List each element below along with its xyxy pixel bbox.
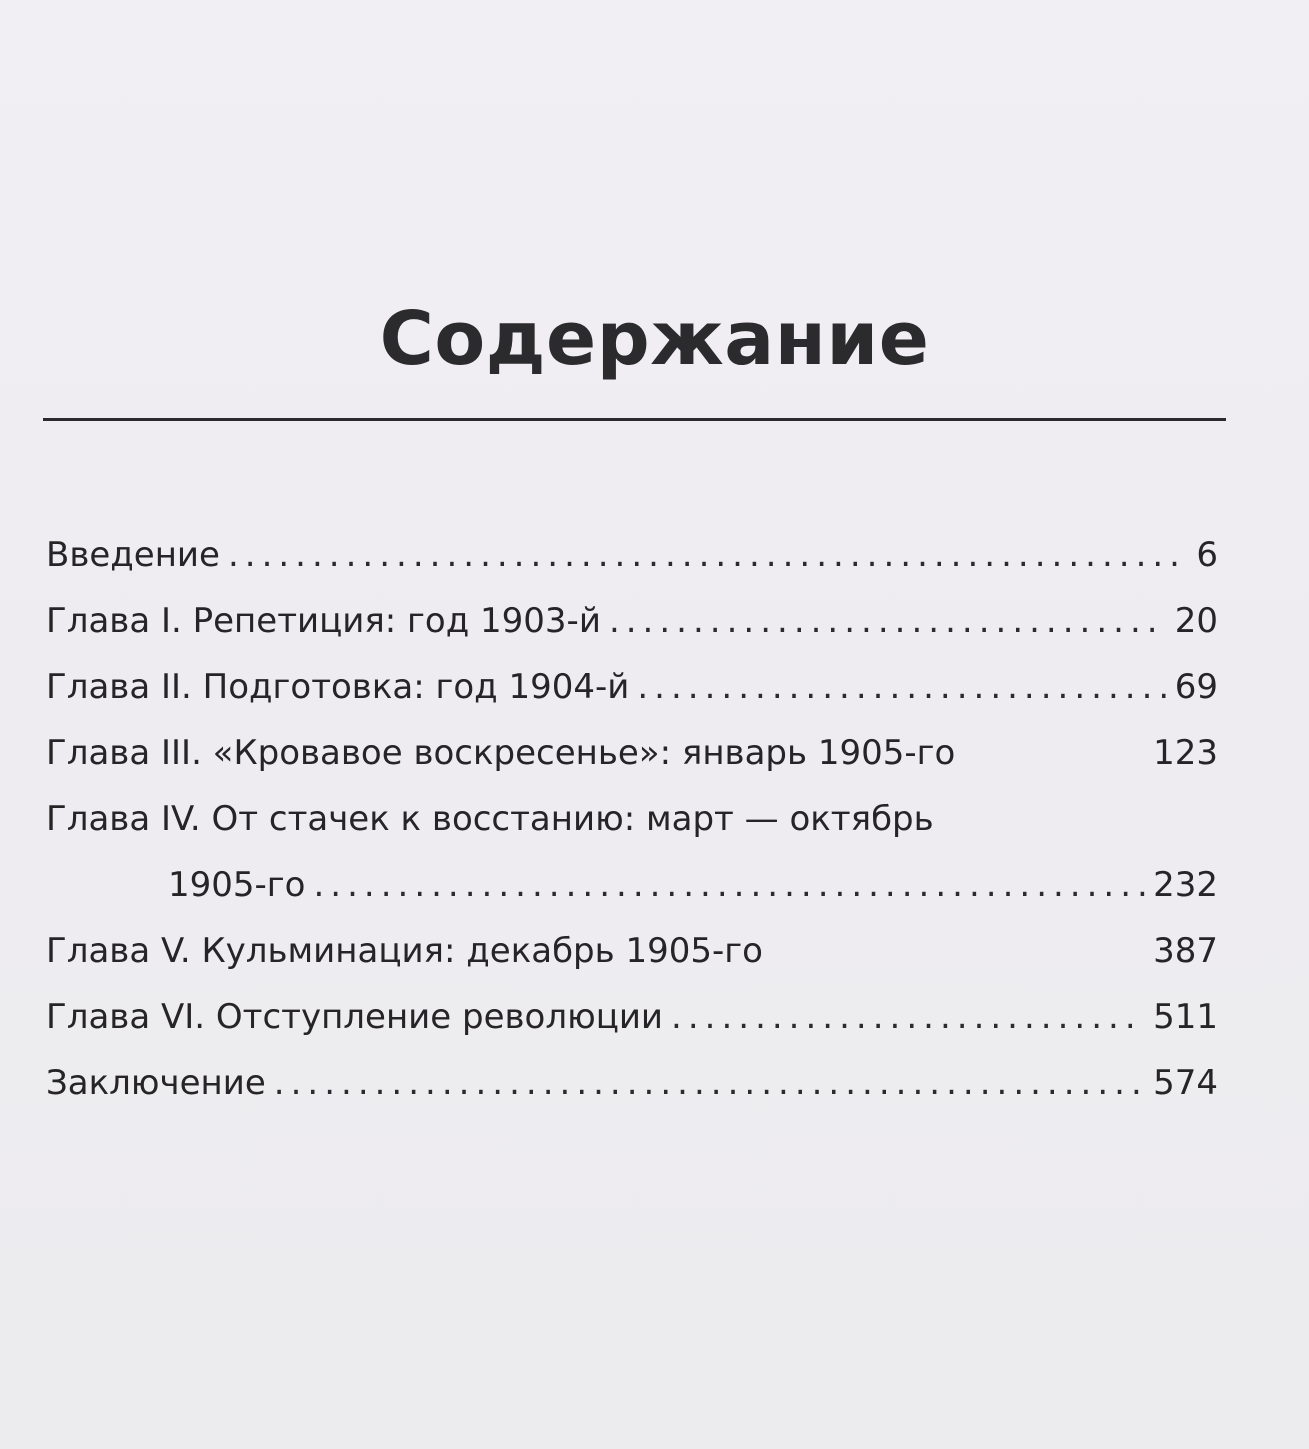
toc-entry-page: 69 <box>1174 667 1218 707</box>
page-title: Содержание <box>379 296 930 382</box>
dot-leader <box>313 852 1145 918</box>
dot-leader <box>671 984 1145 1050</box>
toc-entry-page: 6 <box>1196 535 1218 575</box>
toc-entry-conclusion[interactable] <box>46 1050 1218 1116</box>
toc-entry-label-cont: 1905-го <box>168 865 306 905</box>
toc-entry-page: 232 <box>1153 865 1218 905</box>
toc-entry-label: Глава III. «Кровавое воскресенье»: январь 1905-го <box>46 733 956 773</box>
toc-entry-page: 574 <box>1153 1063 1218 1103</box>
toc-entry-page: 387 <box>1153 931 1218 971</box>
toc-entry-label: Глава V. Кульминация: декабрь 1905-го <box>46 931 763 971</box>
toc-entry-introduction[interactable] <box>46 522 1218 588</box>
dot-leader <box>274 1050 1145 1116</box>
toc-entry-chapter-1[interactable] <box>46 588 1218 654</box>
title-divider <box>43 418 1226 421</box>
toc-entry-page: 511 <box>1153 997 1218 1037</box>
toc-entry-label: Глава VI. Отступление революции <box>46 997 664 1037</box>
toc-entry-page: 123 <box>1153 733 1218 773</box>
toc-entry-label: Заключение <box>46 1063 266 1103</box>
toc-entry-page: 20 <box>1174 601 1218 641</box>
toc-entry-chapter-6[interactable] <box>46 984 1218 1050</box>
dot-leader <box>609 588 1167 654</box>
dot-leader <box>637 654 1166 720</box>
table-of-contents <box>46 522 1218 1116</box>
toc-entry-label: Глава I. Репетиция: год 1903-й <box>46 601 601 641</box>
toc-entry-label: Глава II. Подготовка: год 1904-й <box>46 667 630 707</box>
toc-entry-label: Введение <box>46 535 220 575</box>
dot-leader <box>228 522 1188 588</box>
toc-entry-label: Глава IV. От стачек к восстанию: март — октябрь <box>46 799 934 839</box>
toc-entry-chapter-2[interactable] <box>46 654 1218 720</box>
toc-entry-chapter-4[interactable] <box>46 786 1218 852</box>
toc-entry-chapter-5[interactable] <box>46 918 1218 984</box>
toc-entry-chapter-4-cont[interactable] <box>46 852 1218 918</box>
toc-entry-chapter-3[interactable] <box>46 720 1218 786</box>
